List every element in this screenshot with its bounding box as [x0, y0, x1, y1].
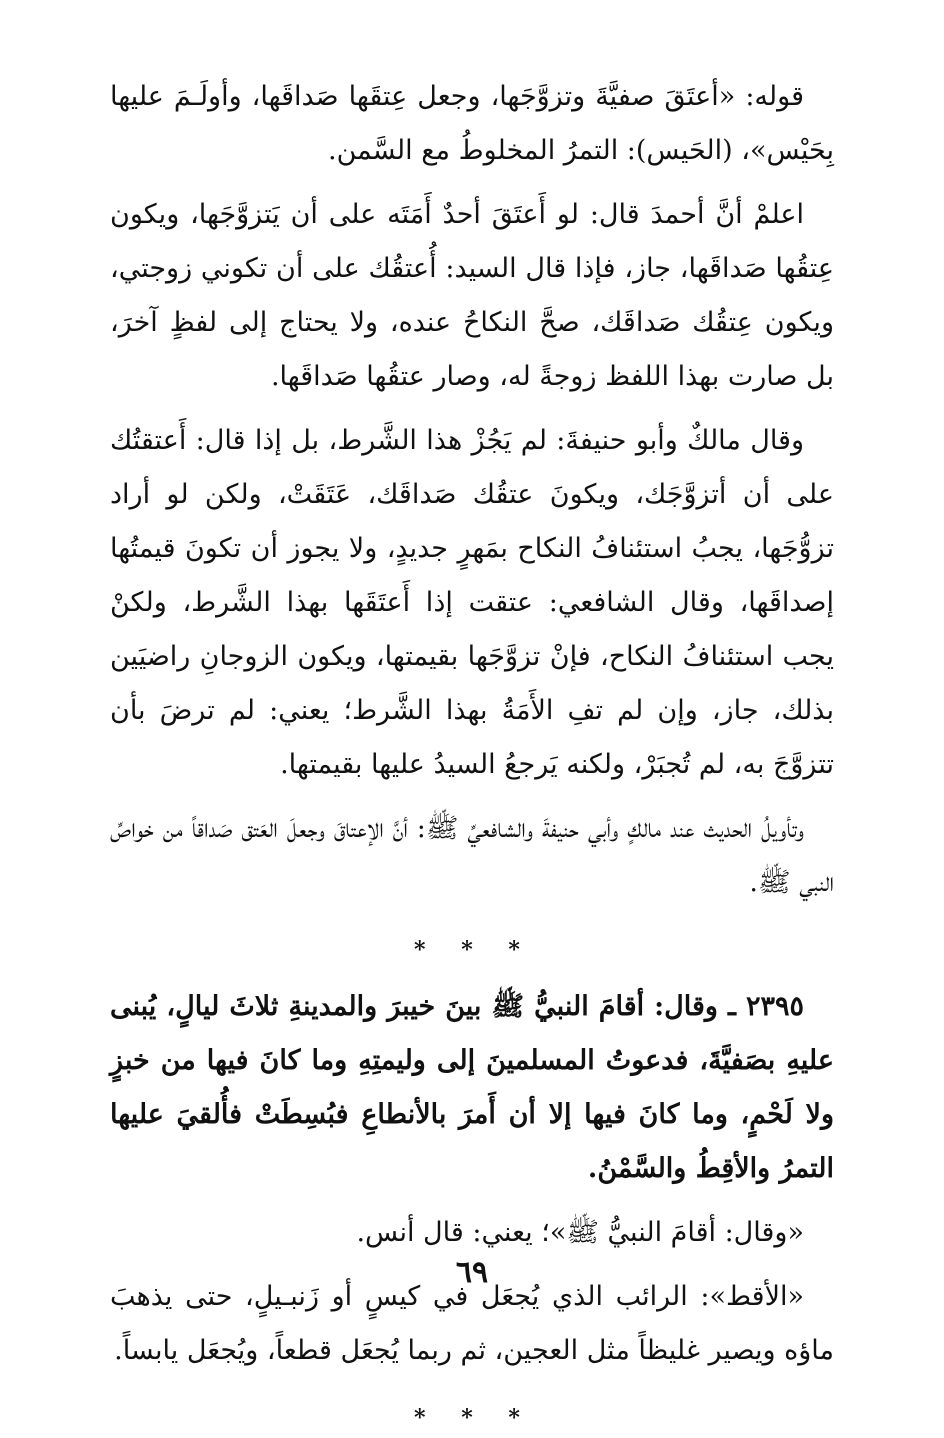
explanation-aqit: «الأقط»: الرائب الذي يُجعَل في كيسٍ أو زَنبـيلٍ، حتى يذهبَ ماؤه ويصير غليظاً مثل العجين، ثم ربما يُجعَل قطعاً، ويُجعَل يابساً.	[110, 1281, 834, 1366]
separator-star: *	[414, 937, 436, 963]
section-separator	[110, 930, 834, 970]
separator-star: *	[461, 1405, 483, 1431]
separator-star: *	[461, 937, 483, 963]
explanation-narrator: «وقال: أقامَ النبيُّ ﷺ»؛ يعني: قال أنس.	[356, 1217, 804, 1248]
page-number: ٦٩	[455, 1255, 489, 1290]
paragraph-malik-abu-hanifa-opinion: وقال مالكٌ وأبو حنيفةَ: لم يَجُزْ هذا الشَّرط، بل إذا قال: أَعتقتُك على أن أتزوَّجَك، ويكونَ عتقُك صَداقَك، عَتَقَتْ، ولكن لو أراد تزوُّجَها، يجبُ استئنافُ النكاح بمَهرٍ جديدٍ، ولا يجوز أن تكونَ قيمتُها إصداقَها، وقال الشافعي: عتقت إذا أَعتَقَها بهذا الشَّرط، ولكنْ يجب استئنافُ النكاح، فإنْ تزوَّجَها بقيمتها، ويكون الزوجانِ راضيَين بذلك، جاز، وإن لم تفِ الأَمَةُ بهذا الشَّرط؛ يعني: لم ترضَ بأن تتزوَّجَ به، لم تُجبَرْ، ولكنه يَرجعُ السيدُ عليها بقيمتها.	[110, 425, 834, 780]
separator-star: *	[508, 1405, 530, 1431]
paragraph-interpretation: وتأويلُ الحديث عند مالكٍ وأبي حنيفةَ والشافعيِّ ﷺ: أنَّ الإعتاقَ وجعلَ العَتق صَداقاً من خواصِّ النبي ﷺ.	[110, 813, 834, 898]
separator-star: *	[414, 1405, 436, 1431]
hadith-2395: ٢٣٩٥ ـ وقال: أقامَ النبيُّ ﷺ بينَ خيبرَ والمدينةِ ثلاثَ ليالٍ، يُبنى عليهِ بصَفيَّةَ، فدعوتُ المسلمينَ إلى وليمتِهِ وما كانَ فيها من خبزٍ ولا لَحْمٍ، وما كانَ فيها إلا أن أَمرَ بالأنطاعِ فبُسِطَتْ فأُلقيَ عليها التمرُ والأقِطُ والسَّمْنُ.	[110, 991, 834, 1184]
section-separator	[110, 1398, 834, 1438]
paragraph-hayis-definition: قوله: «أعتَقَ صفيَّةَ وتزوَّجَها، وجعل عِتقَها صَداقَها، وأولَـمَ عليها بِحَيْس»، (الحَيس): التمرُ المخلوطُ مع السَّمن.	[110, 81, 834, 166]
separator-star: *	[508, 937, 530, 963]
paragraph-ahmad-opinion: اعلمْ أنَّ أحمدَ قال: لو أَعتَقَ أحدٌ أَمَتَه على أن يَتزوَّجَها، ويكون عِتقُها صَداقَها، جاز، فإذا قال السيد: أُعتقُك على أن تكوني زوجتي، ويكون عِتقُك صَداقَك، صحَّ النكاحُ عنده، ولا يحتاج إلى لفظٍ آخرَ، بل صارت بهذا اللفظ زوجةً له، وصار عتقُها صَداقَها.	[110, 199, 834, 392]
